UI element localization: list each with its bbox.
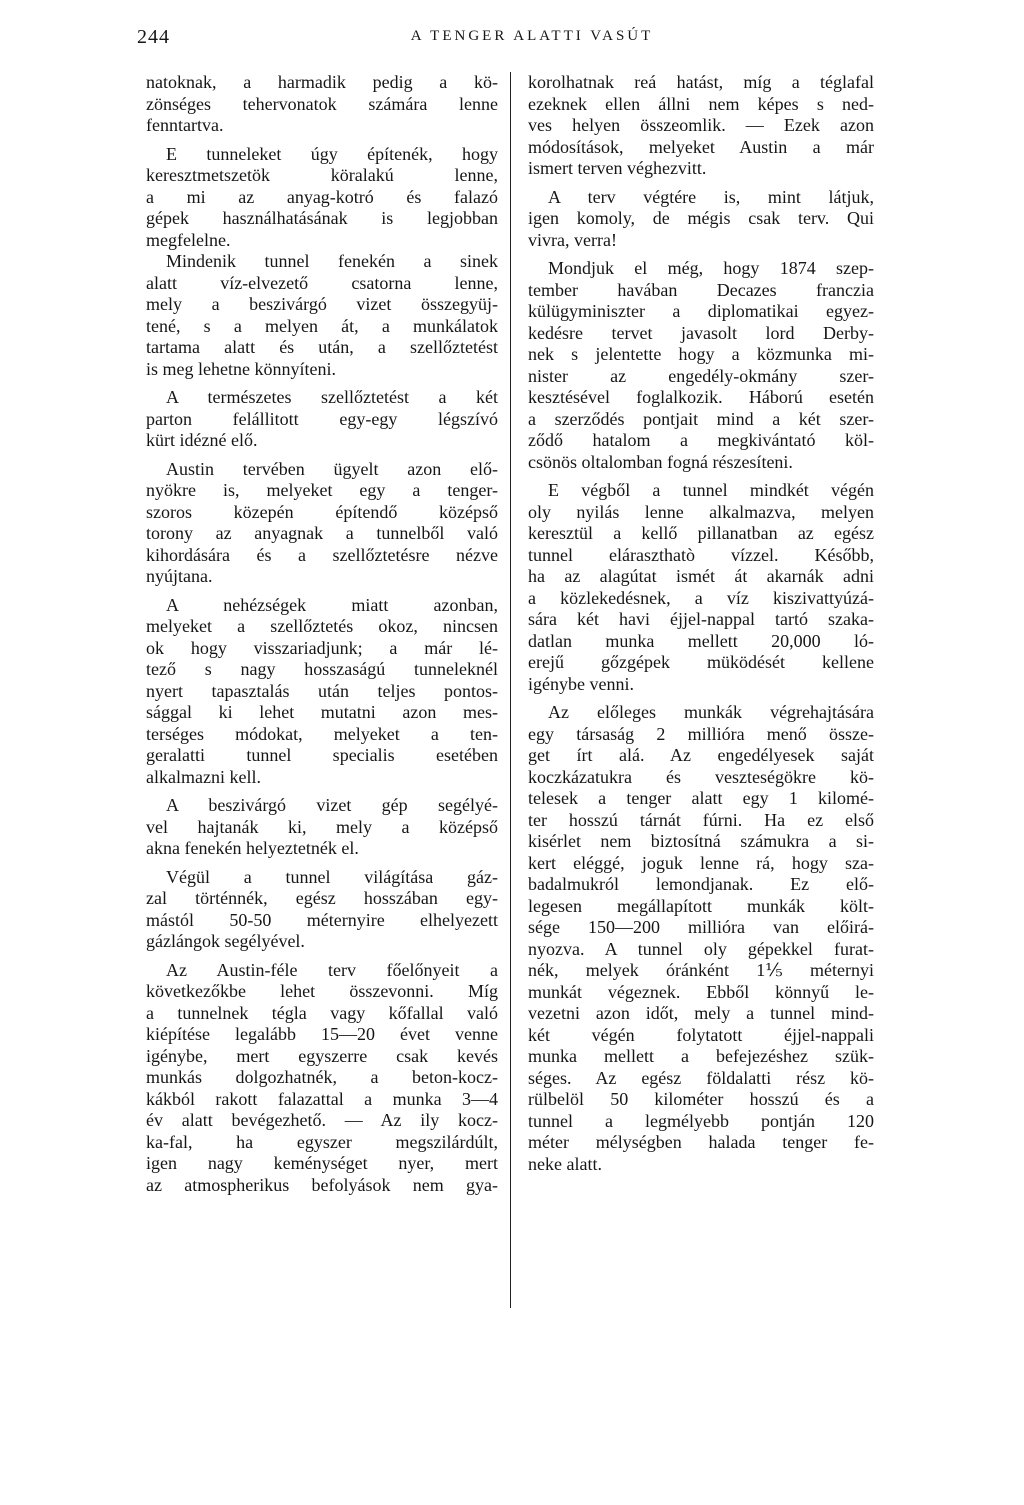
- text-line: a közlekedésnek, a víz kiszivattyúzá-: [528, 587, 874, 608]
- text-line: ismert terven véghezvitt.: [528, 158, 707, 178]
- text-line: következőkbe lehet összevonni. Míg: [146, 981, 498, 1001]
- text-line: kert eléggé, joguk lenne rá, hogy sza-: [528, 852, 874, 873]
- text-line: A természetes szellőztetést a két: [166, 387, 498, 407]
- text-line: igénybe venni.: [528, 673, 634, 694]
- text-line: telesek a tenger alatt egy 1 kilomé-: [528, 788, 874, 808]
- paragraph-gap: [146, 953, 498, 960]
- text-line: tené, s a melyen át, a munkálatok: [146, 315, 498, 336]
- paragraph-gap: [146, 452, 498, 459]
- text-line: zönséges tehervonatok számára lenne: [146, 93, 498, 114]
- text-line: Mindenik tunnel fenekén a sinek: [166, 251, 498, 271]
- text-line: E végből a tunnel mindkét végén: [548, 480, 874, 500]
- text-line: nyert tapasztalás után teljes pontos-: [146, 680, 498, 701]
- text-line: oly nyilás lenne alkalmazva, melyen: [528, 501, 874, 522]
- column-divider: [510, 72, 511, 1308]
- text-line: Az Austin-féle terv főelőnyeit a: [166, 959, 498, 980]
- text-line: vezetni azon időt, mely a tunnel mind-: [528, 1003, 874, 1023]
- text-line: nék, melyek óránként 1⅕ méternyi: [528, 960, 874, 980]
- text-line: nyújtana.: [146, 566, 213, 586]
- text-line: csönös oltalomban fogná részesíteni.: [528, 451, 793, 472]
- text-line: munka mellett a befejezéshez szük-: [528, 1046, 874, 1066]
- text-line: az atmospherikus befolyások nem gya-: [146, 1174, 498, 1195]
- paragraph-gap: [528, 695, 874, 702]
- text-line: akna fenekén helyeztetnék el.: [146, 838, 359, 858]
- text-line: év alatt bevégezhető. — Az ily kocz-: [146, 1110, 498, 1130]
- text-line: munkás dolgozhatnék, a beton-kocz-: [146, 1067, 498, 1087]
- text-line: neke alatt.: [528, 1153, 602, 1174]
- text-line: külügyminiszter a diplomatikai egyez-: [528, 301, 874, 321]
- paragraph-gap: [146, 137, 498, 144]
- text-line: korolhatnak reá hatást, míg a téglafal: [528, 72, 874, 92]
- text-line: egy társaság 2 millióra menő össze-: [528, 723, 874, 744]
- text-line: parton felállitott egy-egy légszívó: [146, 408, 498, 429]
- right-column: [528, 72, 874, 1175]
- left-column: [146, 72, 498, 1196]
- text-line: datlan munka mellett 20,000 ló-: [528, 630, 874, 651]
- text-line: A terv végtére is, mint látjuk,: [548, 186, 874, 207]
- text-line: nek s jelentette hogy a közmunka mi-: [528, 344, 874, 364]
- text-line: ka-fal, ha egyszer megszilárdúlt,: [146, 1131, 498, 1152]
- text-line: Mondjuk el még, hogy 1874 szep-: [548, 258, 874, 278]
- text-line: get írt alá. Az engedélyesek saját: [528, 745, 874, 765]
- text-line: E tunneleket úgy építenék, hogy: [166, 143, 498, 164]
- text-line: A nehézségek miatt azonban,: [166, 594, 498, 615]
- text-line: a szerződés pontjait mind a két szer-: [528, 408, 874, 429]
- text-line: torony az anyagnak a tunnelből való: [146, 523, 498, 543]
- text-line: badalmukról lemondjanak. Ez elő-: [528, 874, 874, 894]
- text-line: erejű gőzgépek müködését kellene: [528, 652, 874, 672]
- text-line: igénybe, mert egyszerre csak kevés: [146, 1045, 498, 1066]
- paragraph-gap: [146, 588, 498, 595]
- text-line: a mi az anyag-kotró és falazó: [146, 186, 498, 207]
- text-line: alkalmazni kell.: [146, 766, 261, 787]
- text-line: tunnel a legmélyebb pontján 120: [528, 1110, 874, 1131]
- text-line: tunnel eláraszthatò vízzel. Később,: [528, 544, 874, 565]
- text-line: tező s nagy hosszaságú tunneleknél: [146, 659, 498, 679]
- text-line: méter mélységben halada tenger fe-: [528, 1132, 874, 1152]
- text-line: kisérlet nem biztosítná számukra a si-: [528, 831, 874, 851]
- text-line: kedésre tervet javasolt lord Derby-: [528, 322, 874, 343]
- paragraph-gap: [528, 473, 874, 480]
- text-line: geralatti tunnel specialis esetében: [146, 745, 498, 765]
- text-line: Végül a tunnel világítása gáz-: [166, 866, 498, 887]
- text-line: rülbelöl 50 kilométer hosszú és a: [528, 1089, 874, 1109]
- paragraph-gap: [146, 380, 498, 387]
- text-line: sége 150—200 millióra van előirá-: [528, 917, 874, 937]
- text-line: terséges módokat, melyeket a ten-: [146, 723, 498, 744]
- text-line: igen nagy keménységet nyer, mert: [146, 1153, 498, 1173]
- text-line: kihordására és a szellőztetésre nézve: [146, 544, 498, 565]
- text-line: nyökre is, melyeket egy a tenger-: [146, 480, 498, 500]
- text-line: Austin tervében ügyelt azon elő-: [166, 458, 498, 479]
- text-line: zal történnék, egész hosszában egy-: [146, 888, 498, 908]
- text-line: vivra, verra!: [528, 229, 617, 250]
- text-line: kesztésével foglalkozik. Háború esetén: [528, 387, 874, 407]
- text-line: melyeket a szellőztetés okoz, nincsen: [146, 616, 498, 636]
- text-line: nyozva. A tunnel oly gépekkel furat-: [528, 938, 874, 959]
- text-line: ződő hatalom a megkivántató köl-: [528, 430, 874, 450]
- text-line: vel hajtanák ki, mely a középső: [146, 816, 498, 837]
- text-line: gépek használhatásának is legjobban: [146, 208, 498, 228]
- text-line: ha az alagútat ismét át akarnák adni: [528, 566, 874, 586]
- text-line: mely a beszivárgó vizet összegyüj-: [146, 294, 498, 314]
- paragraph-gap: [528, 251, 874, 258]
- text-line: két végén folytatott éjjel-nappali: [528, 1024, 874, 1045]
- text-line: keresztül a kellő pillanatban az egész: [528, 523, 874, 543]
- text-line: sára két havi éjjel-nappal tartó szaka-: [528, 609, 874, 629]
- text-line: megfelelne.: [146, 229, 231, 250]
- text-line: séges. Az egész földalatti rész kö-: [528, 1067, 874, 1088]
- text-line: A beszivárgó vizet gép segélyé-: [166, 795, 498, 815]
- text-line: kákból rakott falazattal a munka 3—4: [146, 1088, 498, 1109]
- text-line: kürt idézné elő.: [146, 430, 258, 450]
- text-line: munkát végeznek. Ebből könnyű le-: [528, 981, 874, 1002]
- text-line: módosítások, melyeket Austin a már: [528, 136, 874, 157]
- text-line: kiépítése legalább 15—20 évet venne: [146, 1024, 498, 1044]
- text-line: natoknak, a harmadik pedig a kö-: [146, 72, 498, 92]
- text-line: szoros közepén építendő középső: [146, 501, 498, 522]
- text-line: tember havában Decazes franczia: [528, 279, 874, 300]
- text-line: alatt víz-elvezető csatorna lenne,: [146, 272, 498, 293]
- text-line: legesen megállapított munkák költ-: [528, 895, 874, 916]
- text-line: ves helyen összeomlik. — Ezek azon: [528, 115, 874, 135]
- text-line: ter hosszú tárnát fúrni. Ha ez első: [528, 809, 874, 830]
- text-line: sággal ki lehet mutatni azon mes-: [146, 702, 498, 722]
- text-line: koczkázatukra és veszteségökre kö-: [528, 766, 874, 787]
- page-number: 244: [137, 26, 170, 48]
- text-line: a tunnelnek tégla vagy kőfallal való: [146, 1002, 498, 1023]
- text-line: nister az engedély-okmány szer-: [528, 365, 874, 386]
- text-line: Az előleges munkák végrehajtására: [548, 702, 874, 722]
- text-line: igen komoly, de mégis csak terv. Qui: [528, 208, 874, 228]
- text-line: keresztmetszetök köralakú lenne,: [146, 165, 498, 185]
- text-line: mástól 50-50 méternyire elhelyezett: [146, 909, 498, 930]
- text-line: ezeknek ellen állni nem képes s ned-: [528, 93, 874, 114]
- paragraph-gap: [528, 180, 874, 187]
- text-line: ok hogy visszariadjunk; a már lé-: [146, 637, 498, 658]
- text-line: is meg lehetne könnyíteni.: [146, 358, 336, 379]
- paragraph-gap: [146, 860, 498, 867]
- paragraph-gap: [146, 788, 498, 795]
- text-line: tartama alatt és után, a szellőztetést: [146, 337, 498, 357]
- text-line: fenntartva.: [146, 115, 224, 135]
- text-line: gázlángok segélyével.: [146, 931, 305, 951]
- running-title: A TENGER ALATTI VASÚT: [410, 28, 654, 44]
